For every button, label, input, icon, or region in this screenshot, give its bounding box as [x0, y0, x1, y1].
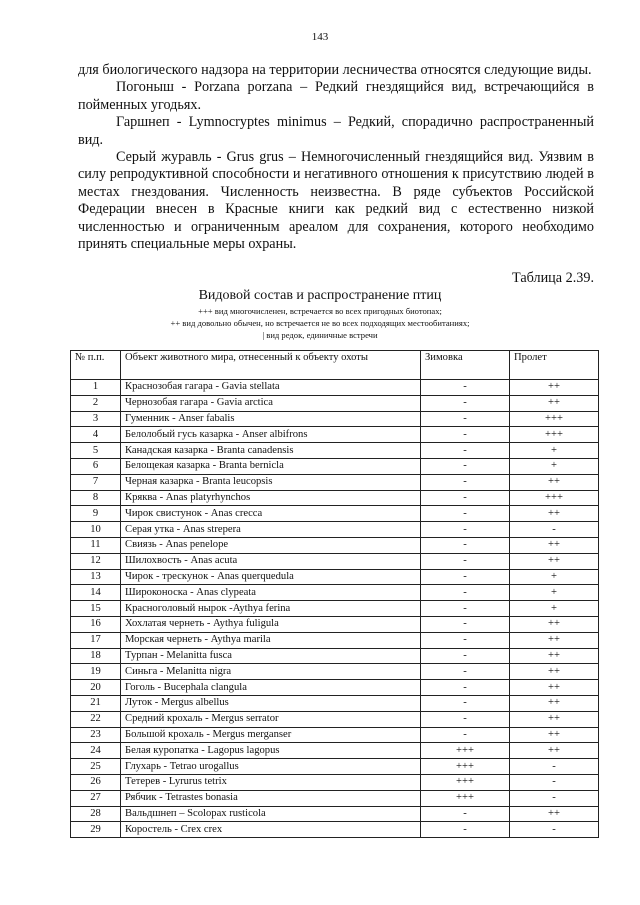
wintering-status: - — [421, 395, 510, 411]
table-row — [71, 711, 599, 727]
table-row — [71, 411, 599, 427]
species-name: Серая утка - Anas strepera — [121, 522, 421, 538]
migration-status: + — [510, 585, 599, 601]
row-number: 26 — [71, 774, 121, 790]
paragraph-lymnocryptes: Гаршнеп - Lymnocryptes minimus – Редкий, спорадично распространенный вид. — [78, 114, 594, 148]
header-migration: Пролет — [510, 351, 599, 380]
migration-status: - — [510, 790, 599, 806]
table-title: Видовой состав и распространение птиц — [198, 288, 442, 303]
wintering-status: - — [421, 474, 510, 490]
legend-line: +++ вид многочисленен, встречается во всех пригодных биотопах; — [198, 306, 442, 316]
migration-status: + — [510, 458, 599, 474]
migration-status: - — [510, 774, 599, 790]
wintering-status: - — [421, 522, 510, 538]
migration-status: ++ — [510, 506, 599, 522]
table-row — [71, 632, 599, 648]
wintering-status: - — [421, 380, 510, 396]
table-row — [71, 537, 599, 553]
row-number: 12 — [71, 553, 121, 569]
migration-status: ++ — [510, 648, 599, 664]
species-name: Вальдшнеп – Scolopax rusticola — [121, 806, 421, 822]
row-number: 11 — [71, 537, 121, 553]
table-row — [71, 806, 599, 822]
species-name: Хохлатая чернеть - Aythya fuligula — [121, 616, 421, 632]
species-name: Белощекая казарка - Branta bernicla — [121, 458, 421, 474]
table-row — [71, 743, 599, 759]
table-row — [71, 474, 599, 490]
row-number: 8 — [71, 490, 121, 506]
table-row — [71, 522, 599, 538]
species-name: Гоголь - Bucephala clangula — [121, 680, 421, 696]
species-name: Краснозобая гагара - Gavia stellata — [121, 380, 421, 396]
row-number: 23 — [71, 727, 121, 743]
migration-status: +++ — [510, 490, 599, 506]
species-name: Тетерев - Lyrurus tetrix — [121, 774, 421, 790]
species-name: Канадская казарка - Branta canadensis — [121, 443, 421, 459]
legend-line: | вид редок, единичные встречи — [262, 330, 378, 340]
species-name: Коростель - Crex crex — [121, 822, 421, 838]
table-row — [71, 774, 599, 790]
legend-line: ++ вид довольно обычен, но встречается не во всех подходящих местообитаниях; — [170, 318, 470, 328]
species-name: Черная казарка - Branta leucopsis — [121, 474, 421, 490]
table-row — [71, 380, 599, 396]
row-number: 20 — [71, 680, 121, 696]
species-name: Рябчик - Tetrastes bonasia — [121, 790, 421, 806]
wintering-status: - — [421, 664, 510, 680]
table-row — [71, 680, 599, 696]
species-name: Турпан - Melanitta fusca — [121, 648, 421, 664]
migration-status: ++ — [510, 743, 599, 759]
species-name: Синьга - Melanitta nigra — [121, 664, 421, 680]
migration-status: - — [510, 522, 599, 538]
body-text — [78, 62, 594, 253]
table-row — [71, 822, 599, 838]
wintering-status: - — [421, 806, 510, 822]
row-number: 3 — [71, 411, 121, 427]
row-number: 18 — [71, 648, 121, 664]
migration-status: ++ — [510, 680, 599, 696]
table-row — [71, 395, 599, 411]
wintering-status: - — [421, 537, 510, 553]
wintering-status: +++ — [421, 774, 510, 790]
row-number: 15 — [71, 601, 121, 617]
header-number: № п.п. — [71, 351, 121, 380]
row-number: 25 — [71, 759, 121, 775]
row-number: 6 — [71, 458, 121, 474]
migration-status: +++ — [510, 427, 599, 443]
row-number: 22 — [71, 711, 121, 727]
table-row — [71, 616, 599, 632]
table-row — [71, 458, 599, 474]
table-row — [71, 664, 599, 680]
migration-status: ++ — [510, 695, 599, 711]
migration-status: ++ — [510, 632, 599, 648]
wintering-status: +++ — [421, 790, 510, 806]
migration-status: + — [510, 569, 599, 585]
migration-status: ++ — [510, 395, 599, 411]
wintering-status: +++ — [421, 743, 510, 759]
species-name: Луток - Mergus albellus — [121, 695, 421, 711]
wintering-status: - — [421, 711, 510, 727]
species-name: Белая куропатка - Lagopus lagopus — [121, 743, 421, 759]
table-row — [71, 790, 599, 806]
wintering-status: - — [421, 490, 510, 506]
wintering-status: - — [421, 427, 510, 443]
table-body — [71, 380, 599, 838]
migration-status: ++ — [510, 537, 599, 553]
migration-status: ++ — [510, 711, 599, 727]
row-number: 10 — [71, 522, 121, 538]
legend — [0, 305, 640, 341]
table-row — [71, 695, 599, 711]
wintering-status: - — [421, 601, 510, 617]
table-row — [71, 727, 599, 743]
species-name: Глухарь - Tetrao urogallus — [121, 759, 421, 775]
row-number: 4 — [71, 427, 121, 443]
wintering-status: +++ — [421, 759, 510, 775]
wintering-status: - — [421, 616, 510, 632]
row-number: 5 — [71, 443, 121, 459]
table-header-row — [71, 351, 599, 380]
species-name: Шилохвость - Anas acuta — [121, 553, 421, 569]
species-name: Чернозобая гагара - Gavia arctica — [121, 395, 421, 411]
species-name: Морская чернеть - Aythya marila — [121, 632, 421, 648]
table-row — [71, 569, 599, 585]
wintering-status: - — [421, 506, 510, 522]
row-number: 14 — [71, 585, 121, 601]
header-wintering: Зимовка — [421, 351, 510, 380]
migration-status: + — [510, 443, 599, 459]
migration-status: ++ — [510, 727, 599, 743]
table-row — [71, 506, 599, 522]
paragraph-porzana: Погоныш - Porzana porzana – Редкий гнездящийся вид, встречающийся в пойменных угодьях. — [78, 79, 594, 113]
row-number: 19 — [71, 664, 121, 680]
wintering-status: - — [421, 458, 510, 474]
wintering-status: - — [421, 822, 510, 838]
species-name: Чирок - трескунок - Anas querquedula — [121, 569, 421, 585]
migration-status: ++ — [510, 380, 599, 396]
row-number: 21 — [71, 695, 121, 711]
row-number: 28 — [71, 806, 121, 822]
migration-status: ++ — [510, 474, 599, 490]
species-name: Белолобый гусь казарка - Anser albifrons — [121, 427, 421, 443]
wintering-status: - — [421, 443, 510, 459]
page-number: 143 — [311, 31, 329, 43]
species-name: Красноголовый нырок -Aythya ferina — [121, 601, 421, 617]
species-name: Гуменник - Anser fabalis — [121, 411, 421, 427]
row-number: 13 — [71, 569, 121, 585]
migration-status: ++ — [510, 553, 599, 569]
row-number: 7 — [71, 474, 121, 490]
species-table — [70, 350, 599, 838]
migration-status: ++ — [510, 664, 599, 680]
paragraph-intro: для биологического надзора на территории лесничества относятся следующие виды. — [78, 62, 592, 78]
migration-status: +++ — [510, 411, 599, 427]
migration-status: ++ — [510, 806, 599, 822]
table-row — [71, 443, 599, 459]
wintering-status: - — [421, 632, 510, 648]
species-name: Чирок свистунок - Anas crecca — [121, 506, 421, 522]
row-number: 16 — [71, 616, 121, 632]
migration-status: ++ — [510, 616, 599, 632]
wintering-status: - — [421, 648, 510, 664]
table-row — [71, 427, 599, 443]
table-caption: Таблица 2.39. — [512, 270, 594, 286]
species-name: Свиязь - Anas penelope — [121, 537, 421, 553]
species-name: Средний крохаль - Mergus serrator — [121, 711, 421, 727]
row-number: 17 — [71, 632, 121, 648]
table-row — [71, 553, 599, 569]
row-number: 2 — [71, 395, 121, 411]
migration-status: + — [510, 601, 599, 617]
species-name: Широконоска - Anas clypeata — [121, 585, 421, 601]
row-number: 27 — [71, 790, 121, 806]
wintering-status: - — [421, 569, 510, 585]
header-species: Объект животного мира, отнесенный к объекту охоты — [121, 351, 421, 380]
row-number: 24 — [71, 743, 121, 759]
species-name: Большой крохаль - Mergus merganser — [121, 727, 421, 743]
row-number: 9 — [71, 506, 121, 522]
table-row — [71, 585, 599, 601]
migration-status: - — [510, 822, 599, 838]
table-row — [71, 648, 599, 664]
species-name: Кряква - Anas platyrhynchos — [121, 490, 421, 506]
migration-status: - — [510, 759, 599, 775]
wintering-status: - — [421, 680, 510, 696]
table-row — [71, 490, 599, 506]
paragraph-grus: Серый журавль - Grus grus – Немногочисленный гнездящийся вид. Уязвим в силу репродуктивной способности и негативного отношения к присутствию людей в местах гнездования. Численность неизвестна. В ряде субъектов Российской Федерации внесен в Красные книги как редкий вид с естественно низкой численностью и ограниченным ареалом для сохранения, которого необходимо принять специальные меры охраны. — [78, 149, 594, 253]
wintering-status: - — [421, 585, 510, 601]
table-row — [71, 759, 599, 775]
table-row — [71, 601, 599, 617]
wintering-status: - — [421, 411, 510, 427]
wintering-status: - — [421, 553, 510, 569]
wintering-status: - — [421, 727, 510, 743]
row-number: 1 — [71, 380, 121, 396]
wintering-status: - — [421, 695, 510, 711]
row-number: 29 — [71, 822, 121, 838]
